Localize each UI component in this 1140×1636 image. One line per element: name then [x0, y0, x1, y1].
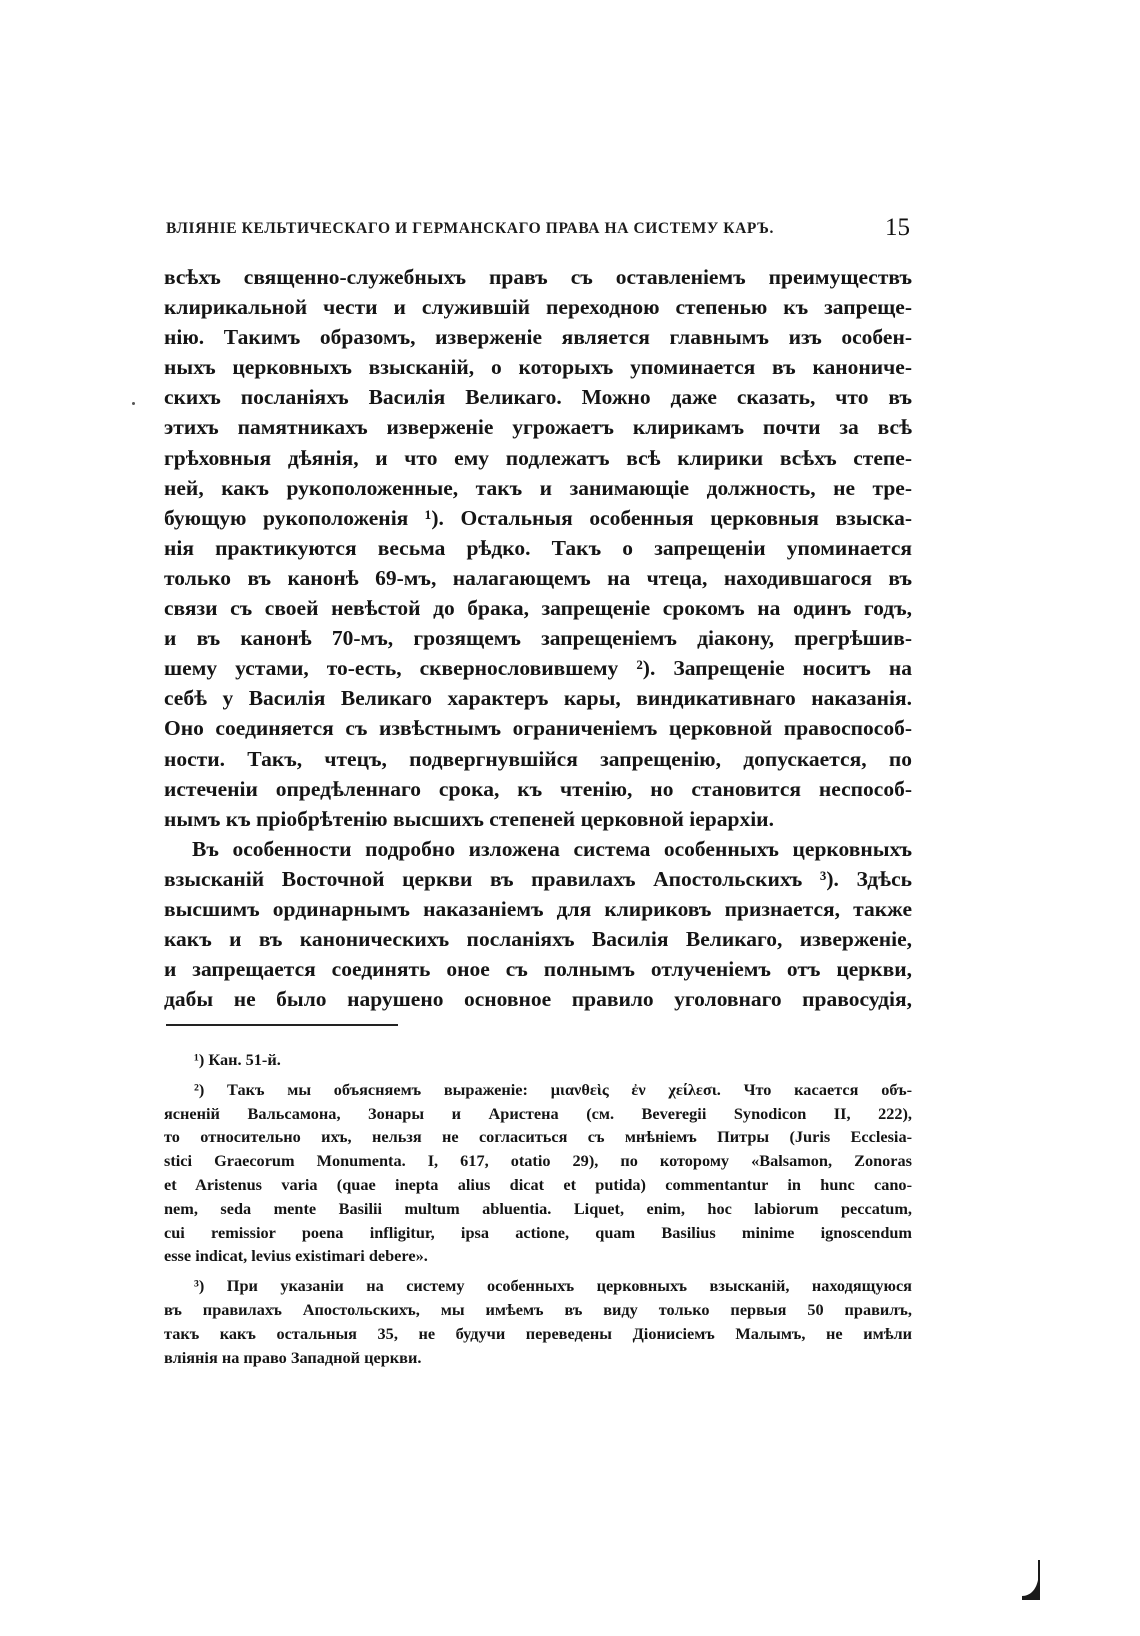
- paragraph-start-line: Въ особенности подробно изложена система особенныхъ церковныхъ: [192, 836, 912, 861]
- page-header: [166, 214, 910, 248]
- text-line: ныхъ церковныхъ взысканій, о которыхъ упоминается въ канониче-: [164, 355, 912, 380]
- footnote-line: вліянія на право Западной церкви.: [164, 1347, 422, 1367]
- text-line: всѣхъ священно-служебныхъ правъ съ оставленіемъ преимуществъ: [164, 265, 912, 289]
- footnote-line: cui remissior poena infligitur, ipsa actione, quam Basilius minime ignoscendum: [164, 1222, 912, 1242]
- running-title: ВЛІЯНІЕ КЕЛЬТИЧЕСКАГО И ГЕРМАНСКАГО ПРАВА НА СИСТЕМУ КАРЪ.: [166, 220, 774, 237]
- text-line: нія практикуются весьма рѣдко. Такъ о запрещеніи упоминается: [164, 535, 912, 560]
- binding-edge-mark: [1022, 1560, 1040, 1600]
- print-speck: [132, 402, 135, 405]
- text-line: взысканій Восточной церкви въ правилахъ Апостольскихъ ³). Здѣсь: [164, 866, 912, 891]
- text-line: грѣховныя дѣянія, и что ему подлежатъ всѣ клирики всѣхъ степе-: [164, 445, 912, 470]
- text-line: какъ и въ каноническихъ посланіяхъ Василія Великаго, изверженіе,: [164, 927, 912, 952]
- text-line: нымъ къ пріобрѣтенію высшихъ степеней церковной іерархіи.: [164, 806, 774, 831]
- page-number: 15: [885, 214, 910, 241]
- footnotes: [164, 1048, 912, 1369]
- text-line: и въ канонѣ 70-мъ, грозящемъ запрещеніемъ діакону, прегрѣшив-: [164, 626, 912, 651]
- text-line: связи съ своей невѣстой до брака, запрещеніе срокомъ на одинъ годъ,: [164, 596, 912, 621]
- text-line: себѣ у Василія Великаго характеръ кары, виндикативнаго наказанія.: [164, 686, 912, 711]
- text-line: нію. Такимъ образомъ, изверженіе является главнымъ изъ особен-: [164, 325, 912, 350]
- text-line: дабы не было нарушено основное правило уголовнаго правосудія,: [164, 987, 912, 1012]
- text-line: скихъ посланіяхъ Василія Великаго. Можно даже сказать, что въ: [164, 385, 912, 410]
- footnote-line: ясненій Вальсамона, Зонары и Аристена (см. Beveregii Synodicon II, 222),: [164, 1103, 912, 1123]
- text-line: ности. Такъ, чтецъ, подвергнувшійся запрещенію, допускается, по: [164, 746, 912, 771]
- footnote-line: et Aristenus varia (quae inepta alius dicat et putida) commentantur in hunc cano-: [164, 1174, 912, 1194]
- text-line: шему устами, то-есть, сквернословившему ²). Запрещеніе носитъ на: [164, 656, 912, 681]
- footnote-line: такъ какъ остальныя 35, не будучи переведены Діонисіемъ Малымъ, не имѣли: [164, 1323, 912, 1343]
- footnote-line: въ правилахъ Апостольскихъ, мы имѣемъ въ виду только первыя 50 правилъ,: [164, 1299, 912, 1319]
- footnote-line: то относительно ихъ, нельзя не согласиться съ мнѣніемъ Питры (Juris Ecclesia-: [164, 1127, 912, 1147]
- footnote-separator: [166, 1024, 398, 1026]
- text-line: Оно соединяется съ извѣстнымъ ограниченіемъ церковной правоспособ-: [164, 716, 912, 741]
- text-line: ней, какъ рукоположенные, такъ и занимающіе должность, не тре-: [164, 475, 912, 500]
- text-line: клирикальной чести и служившій переходною степенью къ запреще-: [164, 295, 912, 320]
- footnote-line: ¹) Кан. 51-й.: [194, 1050, 281, 1069]
- text-line: и запрещается соединять оное съ полнымъ отлученіемъ отъ церкви,: [164, 957, 912, 982]
- footnote-line: esse indicat, levius existimari debere».: [164, 1246, 428, 1266]
- text-line: высшимъ ординарнымъ наказаніемъ для клириковъ признается, также: [164, 896, 912, 921]
- footnote-line: nem, seda mente Basilii multum abluentia. Liquet, enim, hoc labiorum peccatum,: [164, 1198, 912, 1218]
- text-line: истеченіи опредѣленнаго срока, къ чтенію, но становится неспособ-: [164, 776, 912, 801]
- main-text: [164, 262, 912, 1014]
- text-line: только въ канонѣ 69-мъ, налагающемъ на чтеца, находившагося въ: [164, 565, 912, 590]
- text-line: бующую рукоположенія ¹). Остальныя особенныя церковныя взыска-: [164, 505, 912, 530]
- footnote-line: ³) При указаніи на систему особенныхъ церковныхъ взысканій, находящуюся: [194, 1276, 912, 1296]
- footnote-line: ²) Такъ мы объясняемъ выраженіе: μιανθεὶς ἐν χείλεσι. Что касается объ-: [194, 1079, 912, 1099]
- footnote-line: stici Graecorum Monumenta. I, 617, otatio 29), по которому «Balsamon, Zonoras: [164, 1151, 912, 1171]
- text-line: этихъ памятникахъ изверженіе угрожаетъ клирикамъ почти за всѣ: [164, 415, 912, 440]
